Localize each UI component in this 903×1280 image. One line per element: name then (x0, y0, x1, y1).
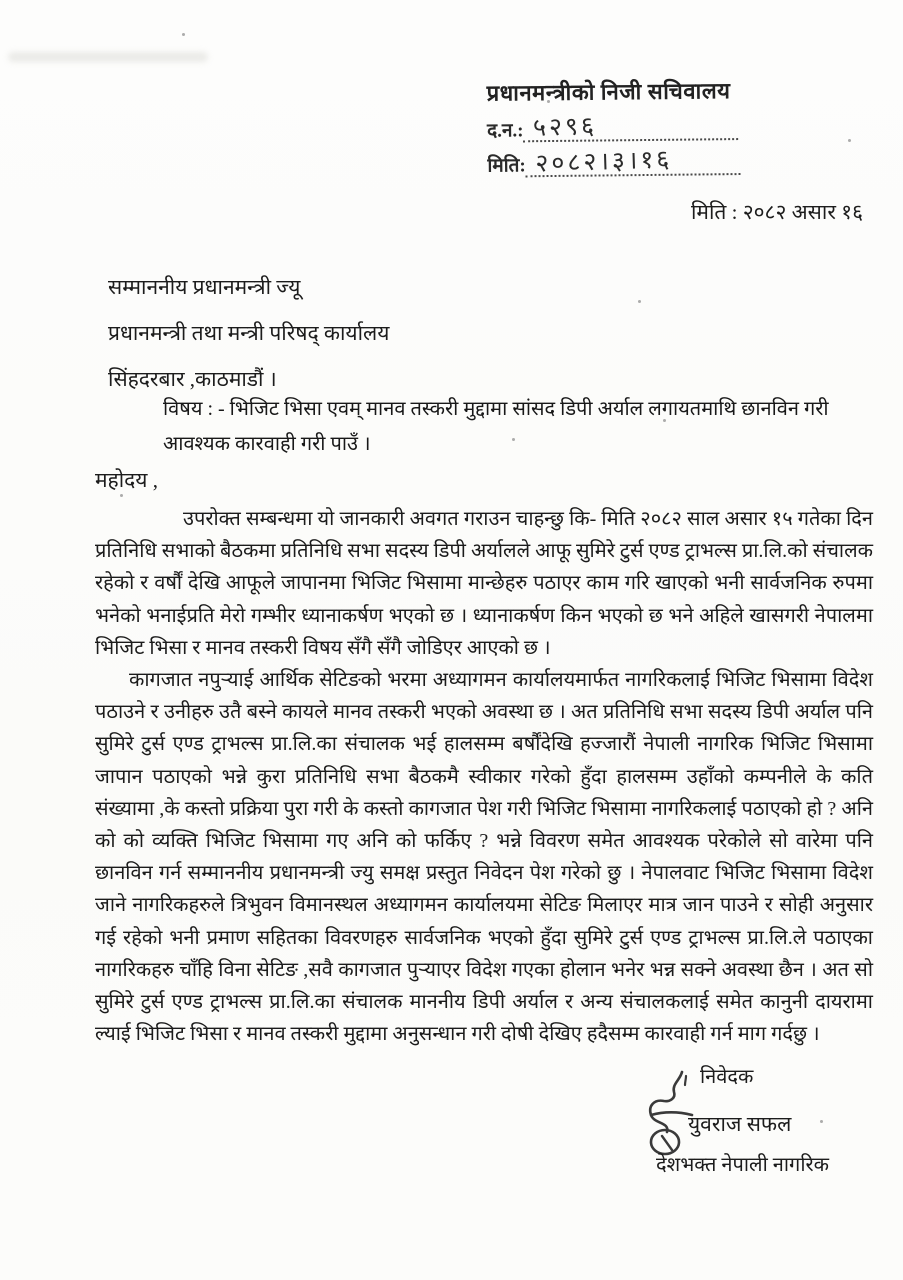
stamp-date-label: मिति: (487, 155, 526, 177)
scan-speckle (120, 494, 123, 497)
recipient-address (108, 264, 389, 402)
office-name: प्रधानमन्त्रीको निजी सचिवालय (486, 78, 731, 106)
scan-smudge (8, 52, 208, 62)
signature-heading: निवेदक (700, 1066, 754, 1088)
letter-date: मिति : २०८२ असार १६ (690, 200, 863, 224)
signature-block (638, 1060, 878, 1190)
body-paragraph-1: उपरोक्त सम्बन्धमा यो जानकारी अवगत गराउन चाहन्छु कि- मिति २०८२ साल असार १५ गतेका दिन प्रतिनिधि सभाको बैठकमा प्रतिनिधि सभा सदस्य डिपी अर्यालले आफू सुमिरे टुर्स एण्ड ट्राभल्स प्रा.लि.को संचालक रहेको र वर्षौं देखि आफूले जापानमा भिजिट भिसामा मान्छेहरु पठाएर काम गरि खाएको भनी सार्वजनिक रुपमा भनेको भनाईप्रति मेरो गम्भीर ध्यानाकर्षण भएको छ । ध्यानाकर्षण किन भएको छ भने अहिले खासगरी नेपालमा भिजिट भिसा र मानव तस्करी विषय सँगै सँगै जोडिएर आएको छ । (95, 508, 873, 659)
subject-line: विषय : - भिजिट भिसा एवम् मानव तस्करी मुद्दामा सांसद डिपी अर्याल लगायतमाथि छानविन गरी आवश्यक कारवाही गरी पाउँ । (163, 398, 829, 455)
dispatch-number-line (523, 112, 738, 142)
recipient-line-2: प्रधानमन्त्री तथा मन्त्री परिषद् कार्यालय (108, 321, 390, 345)
scan-speckle (848, 139, 851, 142)
applicant-name: युवराज सफल (688, 1112, 792, 1136)
dispatch-number-label: द.न.: (486, 120, 524, 142)
applicant-designation: देशभक्त नेपाली नागरिक (656, 1154, 830, 1176)
stamp-date-line (526, 144, 741, 178)
salutation: महोदय , (95, 468, 158, 492)
recipient-line-3: सिंहदरबार ,काठमाडौं । (108, 367, 277, 391)
recipient-line-1: सम्माननीय प्रधानमन्त्री ज्यू (108, 275, 301, 299)
handwritten-stamp-date: २०८२।३।१६ (535, 144, 674, 178)
scan-speckle (638, 300, 641, 303)
body-paragraph-2: कागजात नपुऱ्याई आर्थिक सेटिङको भरमा अध्यागमन कार्यालयमार्फत नागरिकलाई भिजिट भिसामा विदेश पठाउने र उनीहरु उतै बस्ने कायले मानव तस्करी भएको अवस्था छ । अत प्रतिनिधि सभा सदस्य डिपी अर्याल पनि सुमिरे टुर्स एण्ड ट्राभल्स प्रा.लि.का संचालक भई हालसम्म बर्षौंदेखि हज्जारौं नेपाली नागरिक भिजिट भिसामा जापान पठाएको भन्ने कुरा प्रतिनिधि सभा बैठकमै स्वीकार गरेको हुँदा हालसम्म उहाँको कम्पनीले के कति संख्यामा ,के कस्तो प्रक्रिया पुरा गरी के कस्तो कागजात पेश गरी भिजिट भिसामा नागरिकलाई पठाएको हो ? अनि को को व्यक्ति भिजिट भिसामा गए अनि को फर्किए ? भन्ने विवरण समेत आवश्यक परेकोले सो वारेमा पनि छानविन गर्न सम्माननीय प्रधानमन्त्री ज्यु समक्ष प्रस्तुत निवेदन पेश गरेको छु । नेपालवाट भिजिट भिसामा विदेश जाने नागरिकहरुले त्रिभुवन विमानस्थल अध्यागमन कार्यालयमा सेटिङ मिलाएर मात्र जान पाउने र सोही अनुसार गई रहेको भनी प्रमाण सहितका विवरणहरु सार्वजनिक भएको हुँदा सुमिरे टुर्स एण्ड ट्राभल्स प्रा.लि.ले पठाएका नागरिकहरु चाँहि विना सेटिङ ,सवै कागजात पुऱ्याएर विदेश गएका होलान भनेर भन्न सक्ने अवस्था छैन । अत सो सुमिरे टुर्स एण्ड ट्राभल्स प्रा.लि.का संचालक माननीय डिपी अर्याल र अन्य संचालकलाई समेत कानुनी दायरामा ल्याई भिजिट भिसा र मानव तस्करी मुद्दामा अनुसन्धान गरी दोषी देखिए हदैसम्म कारवाही गर्न माग गर्दछु । (95, 669, 873, 1046)
stamp-date-row (487, 146, 807, 177)
handwritten-dispatch-number: ५२९६ (533, 110, 598, 142)
scan-speckle (182, 33, 185, 36)
dispatch-number-row (487, 111, 807, 142)
office-stamp (486, 74, 807, 177)
